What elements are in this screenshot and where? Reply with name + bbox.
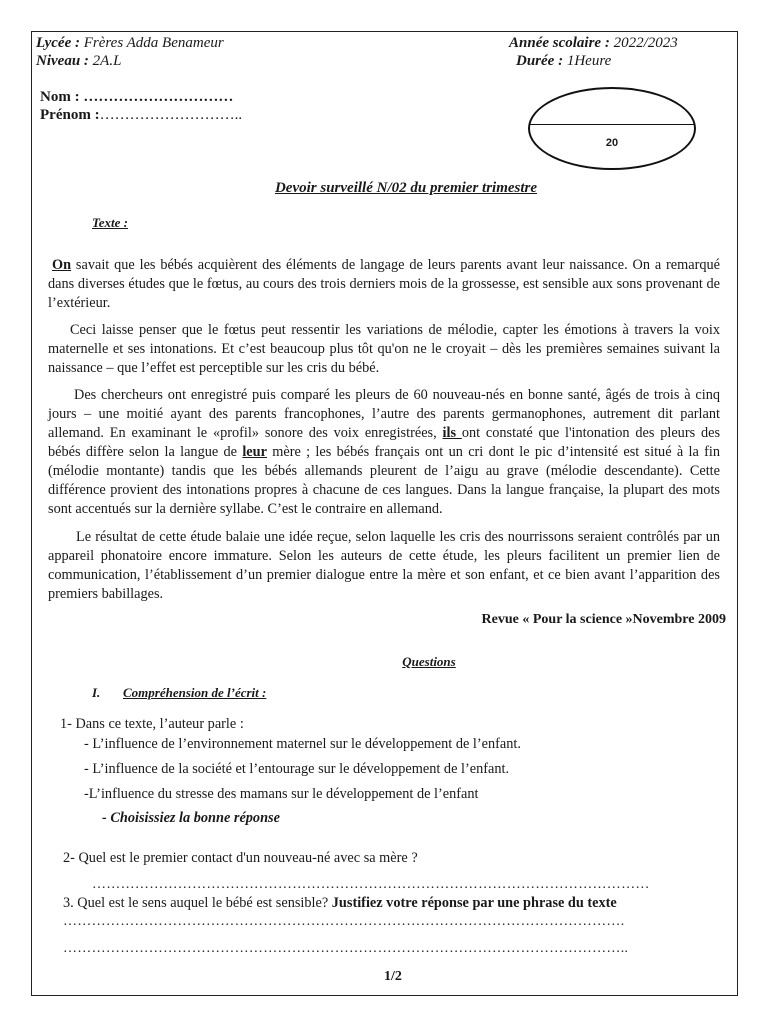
questions-heading: Questions — [402, 654, 456, 669]
question-3-text: 3. Quel est le sens auquel le bébé est sensible? — [63, 895, 332, 911]
lycee-label: Lycée : — [36, 35, 80, 51]
score-oval — [528, 87, 696, 170]
annee-value: 2022/2023 — [609, 35, 678, 51]
question-3 — [63, 895, 617, 912]
question-2: 2- Quel est le premier contact d'un nouveau-né avec sa mère ? — [63, 850, 418, 866]
annee-label: Année scolaire : — [509, 35, 610, 51]
q3-answer-line-2[interactable]: ……………………………………………………………………………………………………….. — [63, 941, 629, 956]
q1-option-3[interactable]: -L’influence du stresse des mamans sur le développement de l’enfant — [84, 786, 479, 802]
prenom-dots: ……………………….. — [99, 107, 243, 123]
prenom-label: Prénom : — [40, 107, 100, 123]
annee-line — [509, 35, 678, 52]
exam-title: Devoir surveillé N/02 du premier trimestre — [274, 180, 538, 196]
niveau-value: 2A.L — [88, 53, 122, 69]
question-1: 1- Dans ce texte, l’auteur parle : — [60, 716, 244, 732]
paragraph-4: Le résultat de cette étude balaie une idée reçue, selon laquelle les cris des nourrissons seraient contrôlés par un appareil phonatoire encore immature. Selon les auteurs de cette étude, les pleurs facilitent un premier lien de communication, l’établissement d’un premier dialogue entre la mère et son enfant, et ce bien avant l’apparition des premiers babillages. — [48, 529, 720, 602]
q3-answer-line-1[interactable]: ………………………………………………………………………………………………………. — [63, 914, 625, 929]
lycee-value: Frères Adda Benameur — [79, 35, 224, 51]
q1-option-2[interactable]: - L’influence de la société et l’entourage sur le développement de l’enfant. — [84, 761, 510, 777]
section-title: Compréhension de l’écrit : — [123, 685, 267, 700]
duree-label: Durée : — [516, 53, 564, 69]
texte-label: Texte : — [92, 215, 128, 230]
pronoun-on: On — [52, 257, 72, 273]
score-total: 20 — [605, 137, 619, 149]
niveau-line — [36, 53, 121, 70]
nom-field[interactable] — [40, 89, 233, 106]
question-3-instruction: Justifiez votre réponse par une phrase du texte — [331, 895, 617, 911]
section-number: I. — [92, 685, 101, 700]
q2-answer-line[interactable]: ……………………………………………………………………………………………………… — [92, 877, 650, 892]
page-number: 1/2 — [384, 969, 402, 984]
prenom-field[interactable] — [40, 107, 242, 124]
text-source: Revue « Pour la science »Novembre 2009 — [481, 612, 726, 627]
paragraph-2: Ceci laisse penser que le fœtus peut ressentir les variations de mélodie, capter les émotions à travers la voix maternelle et ses intonations. Et c’est beaucoup plus tôt qu'on ne le croyait – dès les premières semaines suivant la naissance – que l’effet est perceptible sur les cris du bébé. — [48, 322, 720, 376]
score-divider — [530, 124, 694, 125]
paragraph-1-body: savait que les bébés acquièrent des éléments de langage de leurs parents avant leur naissance. On a remarqué dans diverses études que le fœtus, au cours des trois derniers mois de la grossesse, est sensible aux sons provenant de l’extérieur. — [48, 257, 720, 311]
paragraph-3-part-b: ont constaté que l'intonation des pleurs des bébés diffère selon la langue de — [48, 425, 721, 460]
lycee-line — [36, 35, 224, 52]
duree-value: 1Heure — [563, 53, 612, 69]
q1-instruction: - Choisissiez la bonne réponse — [102, 810, 280, 826]
q1-option-1[interactable]: - L’influence de l’environnement maternel sur le développement de l’enfant. — [84, 736, 521, 752]
pronoun-ils: ils — [442, 425, 462, 441]
paragraph-1 — [48, 256, 720, 313]
paragraph-3-part-a: Des chercheurs ont enregistré puis comparé les pleurs de 60 nouveau-nés en bonne santé, âgés de trois à cinq jours – une moitié ayant des parents francophones, l’autre des parents germanophones, autrement dit parlant allemand. En examinant le «profil» sonore des voix enregistrées, — [48, 387, 720, 441]
pronoun-leur: leur — [242, 444, 267, 460]
paragraph-3-part-c: mère ; les bébés français ont un cri dont le pic d’intensité est situé à la fin (mélodie montante) tandis que les bébés allemands pleurent de l’aigu au grave (mélodie descendante). Cette différence provient des intonations propres à chacune de ces langues. Dans la langue française, la plupart des mots sont accentués sur la dernière syllabe. C’est le contraire en allemand. — [48, 444, 720, 517]
duree-line — [516, 53, 611, 70]
paragraph-3 — [48, 386, 720, 519]
nom-label: Nom : ………………………… — [40, 89, 234, 105]
niveau-label: Niveau : — [36, 53, 89, 69]
